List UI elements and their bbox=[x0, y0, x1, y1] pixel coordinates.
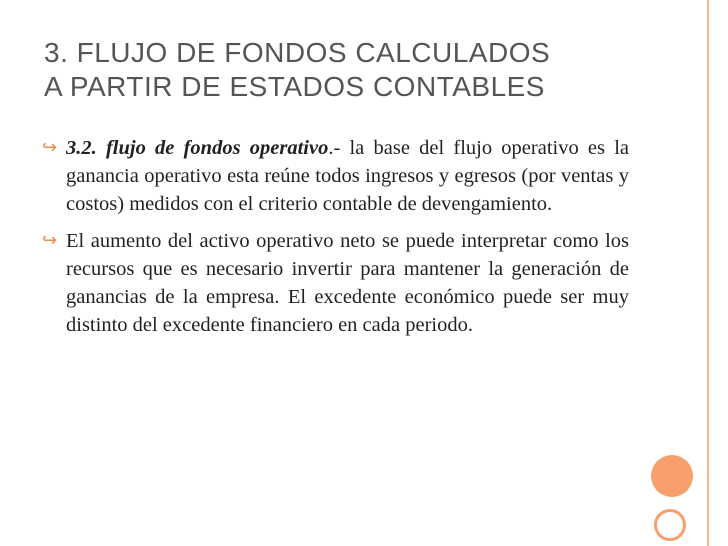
title-line-2: A PARTIR DE ESTADOS CONTABLES bbox=[44, 71, 545, 102]
hook-arrow-icon: ↪ bbox=[42, 230, 58, 251]
hook-arrow-icon: ↪ bbox=[42, 137, 58, 158]
bullet-text: .- la base del flujo operativo es la ganancia operativo esta reúne todos ingresos y egresos (por ventas y costos) medidos con el criterio contable de devengamiento. bbox=[66, 137, 629, 215]
decorative-circle-outline bbox=[654, 509, 686, 541]
frame-line bbox=[707, 0, 709, 546]
title-line-1: 3. FLUJO DE FONDOS CALCULADOS bbox=[44, 37, 551, 68]
bullet-item-activo-operativo bbox=[42, 227, 629, 339]
slide-content bbox=[42, 134, 629, 348]
bullet-lead: 3.2. flujo de fondos operativo bbox=[66, 137, 329, 159]
bullet-text: El aumento del activo operativo neto se puede interpretar como los recursos que es necesario invertir para mantener la generación de ganancias de la empresa. El excedente económico puede ser muy distinto del excedente financiero en cada periodo. bbox=[66, 230, 629, 336]
slide-title bbox=[44, 36, 664, 104]
bullet-item-flujo-operativo bbox=[42, 134, 629, 218]
decorative-circle-filled bbox=[651, 455, 693, 497]
